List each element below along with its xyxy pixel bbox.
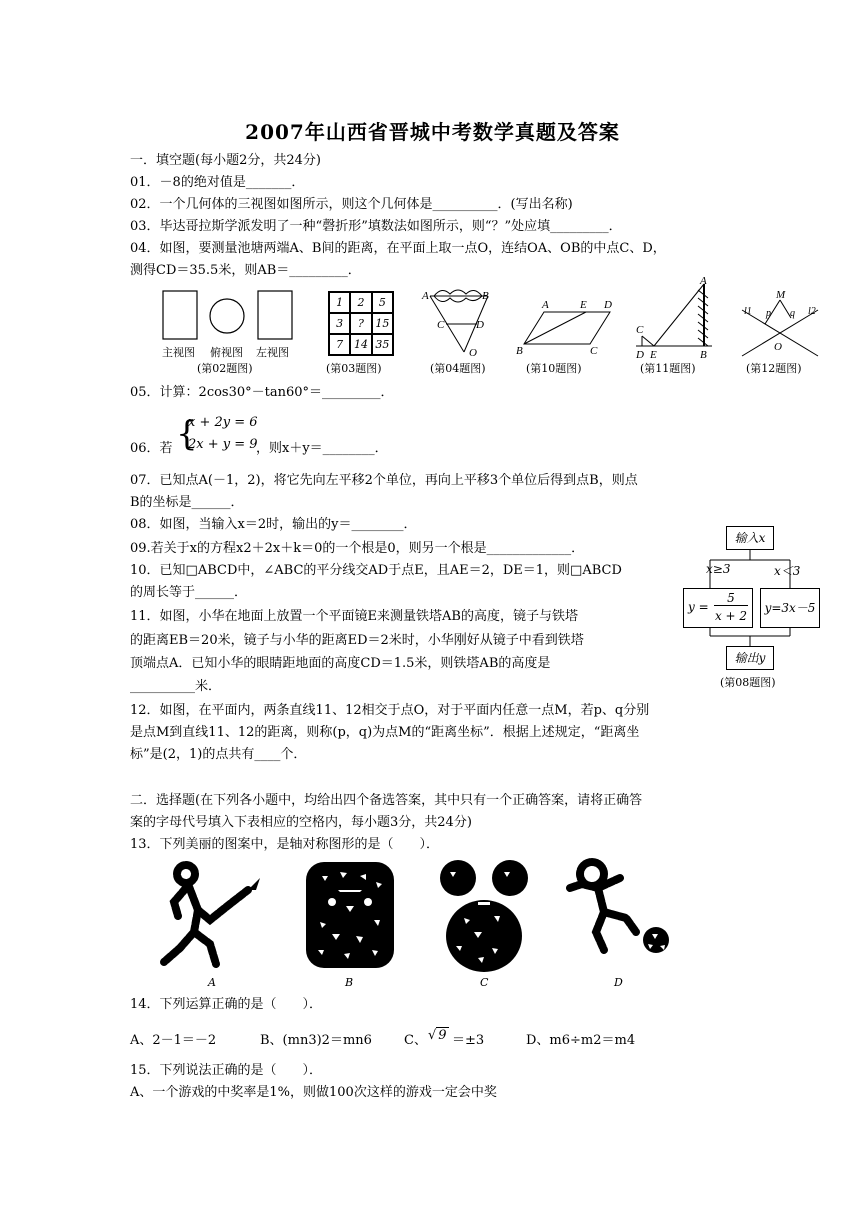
page-title: 2007年山西省晋城中考数学真题及答案	[245, 120, 620, 144]
q14-option-b: B、(mn3)2＝mn6	[260, 1033, 372, 1048]
fig02-label-left: 左视图	[256, 346, 289, 359]
question-05: 05．计算：2cos30°－tan60°＝_________．	[130, 385, 394, 400]
equation-2: 2x + y = 9	[188, 437, 258, 452]
grid-cell: 3	[329, 313, 350, 334]
svg-text:C: C	[590, 345, 598, 357]
figure-10-parallelogram	[514, 298, 618, 358]
q14-radicand: 9	[438, 1028, 447, 1043]
fig02-label-top: 俯视图	[210, 346, 243, 359]
flowchart-input-box: 输入x	[726, 526, 774, 550]
svg-text:O: O	[469, 347, 477, 359]
q14-option-c: C、	[404, 1033, 427, 1048]
section2-header-line2: 案的字母代号填入下表相应的空格内，每小题3分，共24分)	[130, 815, 472, 830]
q13-label-c: C	[480, 976, 489, 989]
svg-text:D: D	[604, 299, 612, 311]
svg-text:A: A	[700, 276, 707, 287]
question-09: 09.若关于x的方程x2＋2x＋k＝0的一个根是0，则另一个根是_____________．	[130, 541, 585, 556]
left-formula-den: x + 2	[714, 609, 748, 623]
svg-text:M: M	[776, 289, 786, 301]
sqrt-icon: √	[428, 1028, 437, 1043]
svg-text:A: A	[422, 290, 429, 302]
figure-04-pond	[420, 286, 500, 360]
svg-text:C: C	[636, 324, 644, 336]
q15-option-a: A、一个游戏的中奖率是1%，则做100次这样的游戏一定会中奖	[130, 1085, 497, 1100]
flowchart-cond-right: x＜3	[774, 564, 801, 578]
grid-cell: ?	[350, 313, 371, 334]
question-11-line2: 的距离EB＝20米，镜子与小华的距离ED＝2米时，小华刚好从镜子中看到铁塔	[130, 633, 584, 648]
q13-label-b: B	[345, 976, 354, 989]
q13-figure-a	[150, 858, 274, 974]
fig08-caption: (第08题图)	[720, 676, 776, 689]
fig12-caption: (第12题图)	[746, 362, 802, 375]
left-formula-num: 5	[714, 591, 748, 606]
question-07-line2: B的坐标是______．	[130, 495, 244, 510]
grid-cell: 7	[329, 334, 350, 355]
grid-cell: 35	[372, 334, 393, 355]
question-10-line2: 的周长等于______．	[130, 585, 248, 600]
q14-option-a: A、2－1＝－2	[130, 1033, 217, 1048]
left-formula-lhs: y =	[688, 600, 709, 614]
q14-option-c-rest: ＝±3	[452, 1033, 485, 1048]
fig10-caption: (第10题图)	[526, 362, 582, 375]
flowchart-cond-left: x≥3	[706, 562, 731, 576]
svg-text:C: C	[437, 319, 445, 331]
q14-option-d: D、m6÷m2＝m4	[526, 1033, 636, 1048]
figure-12-lines	[738, 286, 824, 360]
question-03: 03．毕达哥拉斯学派发明了一种“磬折形”填数法如图所示，则“？”处应填_________．	[130, 219, 622, 234]
question-01: 01．－8的绝对值是_______．	[130, 175, 305, 190]
q14-sqrt	[428, 1028, 449, 1043]
question-15: 15．下列说法正确的是（ ）．	[130, 1063, 323, 1078]
question-13: 13．下列美丽的图案中，是轴对称图形的是（ ）．	[130, 837, 440, 852]
q13-label-d: D	[614, 976, 623, 989]
question-04-line2: 测得CD＝35.5米，则AB＝_________．	[130, 263, 361, 278]
svg-text:B: B	[700, 349, 707, 360]
flowchart-right-box: y=3x－5	[760, 588, 820, 628]
svg-text:A: A	[542, 299, 549, 311]
equation-1: x + 2y = 6	[188, 415, 258, 430]
svg-text:E: E	[650, 349, 657, 360]
q13-figure-d	[562, 854, 678, 970]
question-12-line2: 是点M到直线11、12的距离，则称(p，q)为点M的“距离坐标”．根据上述规定，“距离坐	[130, 725, 640, 740]
fig04-caption: (第04题图)	[430, 362, 486, 375]
svg-text:l1: l1	[744, 306, 752, 317]
question-12-line1: 12．如图，在平面内，两条直线11、12相交于点O，对于平面内任意一点M，若p、q分别	[130, 703, 650, 718]
section2-header-line1: 二．选择题(在下列各小题中，均给出四个备选答案，其中只有一个正确答案，请将正确答	[130, 793, 643, 808]
svg-text:B: B	[482, 290, 489, 302]
svg-text:l2: l2	[808, 306, 816, 317]
grid-cell: 14	[350, 334, 371, 355]
question-10-line1: 10．已知□ABCD中，∠ABC的平分线交AD于点E，且AE＝2，DE＝1，则□ABCD	[130, 563, 622, 578]
figure-03-grid	[328, 291, 394, 356]
grid-cell: 5	[372, 292, 393, 313]
question-04-line1: 04．如图，要测量池塘两端A、B间的距离，在平面上取一点O，连结OA、OB的中点C、D，	[130, 241, 666, 256]
svg-text:D: D	[636, 349, 644, 360]
brace-icon: {	[176, 414, 198, 454]
question-12-line3: 标”是(2，1)的点共有____个．	[130, 747, 307, 762]
svg-text:q: q	[790, 308, 795, 319]
question-06-system	[176, 412, 258, 456]
q13-figure-b	[300, 858, 400, 974]
svg-text:O: O	[774, 341, 782, 353]
svg-text:D: D	[476, 319, 484, 331]
svg-text:E: E	[580, 299, 587, 311]
flowchart-left-box	[683, 588, 753, 628]
svg-text:B: B	[516, 345, 523, 357]
question-08: 08．如图，当输入x＝2时，输出的y＝________．	[130, 517, 417, 532]
question-14: 14．下列运算正确的是（ ）．	[130, 997, 323, 1012]
fig03-caption: (第03题图)	[326, 362, 382, 375]
figure-11-tower	[632, 276, 714, 360]
flowchart-output-box: 输出y	[726, 646, 774, 670]
grid-cell: 2	[350, 292, 371, 313]
question-06-prefix: 06．若	[130, 441, 173, 456]
grid-cell: 1	[329, 292, 350, 313]
figure-02-three-views	[158, 288, 298, 348]
section1-header: 一．填空题(每小题2分，共24分)	[130, 153, 321, 168]
question-11-line4: __________米．	[130, 679, 222, 694]
question-02: 02．一个几何体的三视图如图所示，则这个几何体是__________．(写出名称)	[130, 197, 573, 212]
svg-text:p: p	[766, 308, 771, 319]
question-11-line1: 11．如图，小华在地面上放置一个平面镜E来测量铁塔AB的高度，镜子与铁塔	[130, 609, 578, 624]
q13-label-a: A	[208, 976, 216, 989]
q13-figure-c	[434, 858, 534, 974]
question-06-suffix: ，则x＋y＝________．	[256, 441, 388, 456]
fig02-caption: (第02题图)	[197, 362, 253, 375]
grid-cell: 15	[372, 313, 393, 334]
fig11-caption: (第11题图)	[640, 362, 696, 375]
question-11-line3: 顶端点A．已知小华的眼睛距地面的高度CD＝1.5米，则铁塔AB的高度是	[130, 656, 551, 671]
fig02-label-front: 主视图	[162, 346, 195, 359]
question-07-line1: 07．已知点A(－1，2)，将它先向左平移2个单位，再向上平移3个单位后得到点B，则点	[130, 473, 638, 488]
